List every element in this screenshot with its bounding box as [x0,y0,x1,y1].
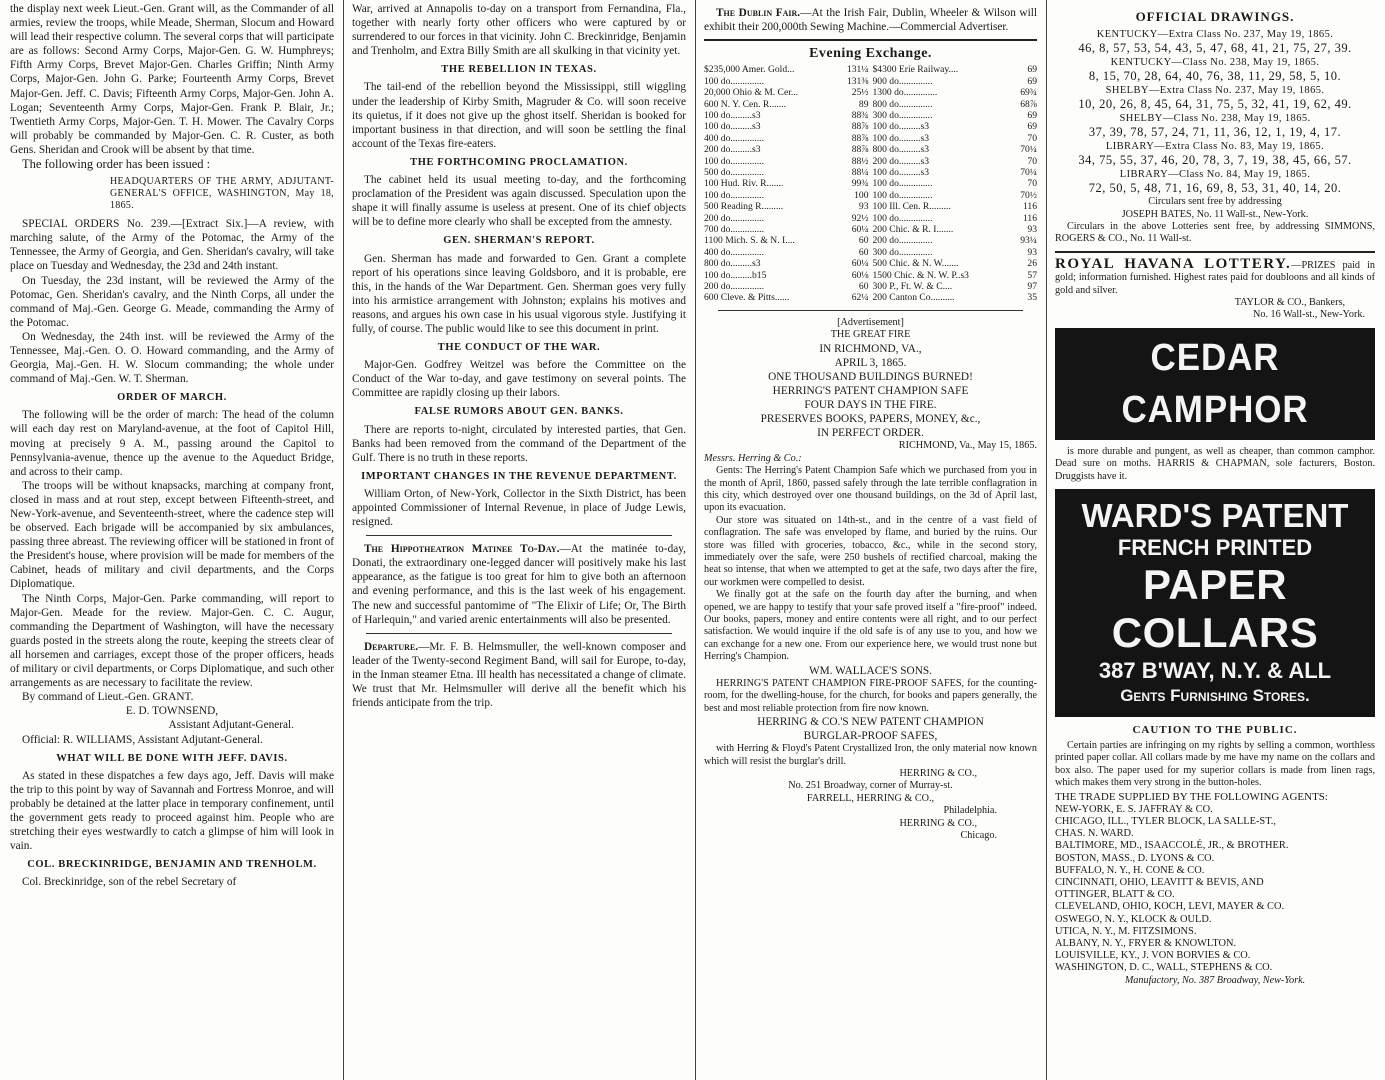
exchange-table [704,64,1037,304]
official-drawings-title: OFFICIAL DRAWINGS. [1135,9,1295,24]
wards-line-3: PAPER COLLARS [1111,560,1319,656]
texas-paragraph: The tail-end of the rebellion beyond the Mississippi, still wiggling under the leadership of Kirby Smith, Magruder & Co. will soon receive its quietus, if it does not give up the ghost itself. Sheridan is booked for important business in that direction, and will soon be settling the final account of the Texas fire-eaters. [352,81,686,150]
drawing-numbers: 34, 75, 55, 37, 46, 20, 78, 3, 7, 19, 38, 45, 66, 57. [1078,153,1352,168]
wards-line-1: WARD'S PATENT [1081,496,1349,534]
exchange-security: 500 Reading R......... [704,201,784,213]
exchange-security: 800 do.........s3 [704,258,761,270]
fire-line-8: IN PERFECT ORDER. [817,427,924,440]
dublin-fair-body: —At the Irish Fair, Dublin, Wheeler & Wilson will exhibit their 200,000th Sewing Machine.—Commercial Advertiser. [704,7,1037,34]
exchange-row [704,167,869,178]
exchange-security: 400 do.............. [704,132,764,144]
divider [366,633,672,634]
departure-head: Departure. [364,640,419,653]
exchange-row [873,110,1038,121]
exchange-row [873,201,1038,212]
burglar-line-1: HERRING & CO.'S NEW PATENT CHAMPION [757,715,984,728]
divider [718,310,1023,311]
fire-line-5: HERRING'S PATENT CHAMPION SAFE [772,384,969,397]
exchange-price: 25½ [851,87,869,99]
ninth-corps-paragraph: The Ninth Corps, Major-Gen. Parke commanding, will report to Major-Gen. Meade for the review. Major-Gen. C. C. Augur, commanding the Department of Washington, will have the necessary guards posted in the streets along the route, keeping the streets clear of all horsemen and carriages, except those of the proper officers, heads of military or civil departments, or Corps Diplomatique, and such other arrangements as are necessary to facilitate the review. [10,592,334,690]
finally-paragraph: We finally got at the safe on the fourth day after the burning, and when opened, we are happy to testify that your safe proved itself a "fire-proof" indeed. Our books, papers, money and entire contents were all right, and to our perfect satisfaction. We would inquire if the old safe is of any use to you, and how we can exchange for a new one. From our experience here, we would trust none but Herring's Champion. [704,589,1037,663]
signature-name: E. D. TOWNSEND, [125,705,219,718]
joseph-bates-line: JOSEPH BATES, No. 11 Wall-st., New-York. [1121,208,1309,220]
exchange-security: 100 do.........s3 [872,121,929,133]
column-rule-1 [343,0,344,1080]
departure-body: —Mr. F. B. Helmsmuller, the well-known composer and leader of the Twenty-second Regiment Band, will sail for Europe, to-day, in the Inman steamer Etna. Ill health has necessitated a change of climate. We trust that Mr. Helmsmuller will derive all the benefit which his friends anticipate from the trip. [352,640,686,710]
exchange-price: 93 [1027,246,1037,258]
drawings-list [1055,28,1375,196]
exchange-security: 100 do.............. [872,178,933,190]
exchange-security: 500 Chic. & N. W....... [872,258,959,270]
royal-havana-head: ROYAL HAVANA LOTTERY. [1055,255,1292,272]
proclamation-heading: THE FORTHCOMING PROCLAMATION. [410,156,628,168]
fire-line-7: PRESERVES BOOKS, PAPERS, MONEY, &c., [760,413,981,426]
jeff-davis-heading: WHAT WILL BE DONE WITH JEFF. DAVIS. [56,752,288,764]
hippotheatron-body: —At the matinée to-day, Donati, the extraordinary one-legged dancer will positively make his last appearance, as the fatigue is too great for him to give both an afternoon and evening performance, and this is the last week of his engagement. The new and successful pantomime of "The Elixir of Life; Or, The Birth of Harlequin," and varied arenic entertainments will also be presented. [352,543,686,626]
exchange-price: 93 [1027,223,1037,235]
evening-exchange-title: Evening Exchange. [809,46,932,62]
war-paragraph: War, arrived at Annapolis to-day on a transport from Fernandina, Fla., together with nearly forty other officers who were captured by or surrendered to our forces in that vicinity. John C. Breckinridge, Benjamin and Trenholm, and Extra Billy Smith are all skulking in that vicinity yet. [352,3,686,58]
exchange-price: 70 [1027,178,1037,190]
exchange-price: 100 [854,189,869,201]
agent-line: WASHINGTON, D. C., WALL, STEPHENS & CO. [1055,962,1273,974]
advertisement-label: [Advertisement] [837,316,904,328]
exchange-row [704,99,869,110]
exchange-row [873,270,1038,281]
exchange-row [704,213,869,224]
exchange-price: 116 [1022,212,1037,224]
address-1: HERRING & CO., [899,767,977,779]
drawing-heading: SHELBY—Class No. 238, May 19, 1865. [1119,113,1311,125]
hippotheatron-head: The Hippotheatron Matinee To-Day. [364,543,560,556]
exchange-security: 100 do.............. [704,155,764,167]
exchange-row [704,144,869,155]
exchange-price: 131⅜ [846,75,869,87]
exchange-price: 69 [1027,64,1037,76]
exchange-row [704,87,869,98]
exchange-price: 26 [1027,258,1037,270]
exchange-security: 100 do.........s3 [872,132,929,144]
circulars-line: Circulars sent free by addressing [1148,196,1282,208]
exchange-price: 88⅞ [851,121,869,133]
drawing-heading: KENTUCKY—Extra Class No. 237, May 19, 1865. [1096,29,1334,41]
address-4: Philadelphia. [943,805,997,817]
exchange-price: 70¼ [1020,144,1037,156]
royal-havana-body: —PRIZES paid in gold; information furnished. Highest rates paid for doubloons and all kinds of gold and silver. [1055,259,1375,296]
drawing-heading: SHELBY—Extra Class No. 237, May 19, 1865. [1105,85,1325,97]
column-rule-3 [1046,0,1047,1080]
exchange-security: 100 do.........b15 [704,269,767,281]
exchange-security: 300 P., Ft. W. & C.... [872,281,953,292]
agent-line: CLEVELAND, OHIO, KOCH, LEVI, MAYER & CO. [1055,901,1285,913]
exchange-price: 92½ [851,212,869,224]
agent-line: UTICA, N. Y., M. FITZSIMONS. [1055,925,1197,937]
exchange-row [873,224,1038,235]
exchange-row [873,76,1038,87]
exchange-price: 88¾ [851,109,869,121]
sherman-heading: GEN. SHERMAN'S REPORT. [443,235,595,247]
exchange-security: 1100 Mich. S. & N. I.... [704,235,795,247]
trade-title: THE TRADE SUPPLIED BY THE FOLLOWING AGENTS: [1055,790,1328,803]
drawing-heading: LIBRARY—Class No. 84, May 19, 1865. [1119,169,1311,181]
command-line: By command of Lieut.-Gen. GRANT. [22,691,194,704]
drawing-heading: LIBRARY—Extra Class No. 83, May 19, 1865. [1105,141,1325,153]
exchange-price: 131¼ [846,64,869,76]
exchange-security: $4300 Erie Railway.... [872,64,959,76]
exchange-security: 700 do.............. [704,223,764,235]
column-2 [346,0,692,1080]
exchange-security: 100 Hud. Riv. R....... [704,178,784,190]
exchange-security: 200 Canton Co.......... [872,292,955,304]
exchange-price: 68⅞ [1020,98,1037,110]
exchange-price: 69 [1027,121,1037,133]
divider [1055,251,1375,253]
hippotheatron-paragraph [352,542,686,627]
banks-heading: FALSE RUMORS ABOUT GEN. BANKS. [414,406,624,418]
exchange-security: $235,000 Amer. Gold... [704,64,795,76]
exchange-security: 100 do.............. [704,75,764,87]
exchange-price: 70 [1027,155,1037,167]
agent-line: ALBANY, N. Y., FRYER & KNOWLTON. [1055,938,1237,950]
exchange-price: 62¼ [851,292,869,304]
address-6: Chicago. [960,829,997,841]
march-paragraph: The following will be the order of march: The head of the column will each day rest on Maryland-avenue, at the foot of Capitol Hill, moving at precisely 9 A. M., passing around the Capitol to Pennsylvania-avenue, thence up the avenue to the Aqueduct Bridge, and across to their camp. [10,409,334,478]
exchange-security: 500 do.............. [704,166,764,178]
exchange-security: 200 do.............. [872,235,933,247]
taylor-line-1: TAYLOR & CO., Bankers, [1234,296,1345,308]
order-issued-line: The following order has been issued : [22,157,211,172]
exchange-price: 60 [858,246,869,258]
wallace-signature: WM. WALLACE'S SONS. [809,664,932,677]
exchange-row [873,99,1038,110]
wards-line-4: 387 B'WAY, N.Y. & ALL [1098,657,1332,683]
exchange-security: 800 do.............. [872,98,933,110]
exchange-row [873,213,1038,224]
exchange-price: 88⅞ [851,144,869,156]
exchange-row [704,133,869,144]
salutation: Messrs. Herring & Co.: [704,452,802,464]
wards-line-2: FRENCH PRINTED [1117,534,1313,560]
exchange-price: 88¼ [851,166,869,178]
exchange-security: 600 Cleve. & Pitts...... [704,292,790,304]
exchange-security: 1300 do.............. [872,87,938,99]
manufactory-line: Manufactory, No. 387 Broadway, New-York. [1124,974,1306,986]
exchange-price: 69 [1027,109,1037,121]
agent-line: OSWEGO, N. Y., KLOCK & OULD. [1055,913,1212,925]
exchange-right-column [873,64,1038,304]
exchange-security: 600 N. Y. Cen. R....... [704,98,787,110]
exchange-row [873,121,1038,132]
exchange-row [873,235,1038,246]
herring-paragraph: HERRING'S PATENT CHAMPION FIRE-PROOF SAFES, for the counting-room, for the dwelling-house, for the church, for books and papers generally, the best and most reliable protection from fire now known. [704,677,1037,714]
column-1 [4,0,340,1080]
special-orders-paragraph: SPECIAL ORDERS No. 239.—[Extract Six.]—A review, with marching salute, of the Army of the Potomac, the Army of the Tennessee, the Army of Georgia, and Gen. Sheridan's cavalry, will take place on Tuesday and Wednesday, the 23d and 24th instant. [10,218,334,273]
exchange-row [873,133,1038,144]
drawing-numbers: 46, 8, 57, 53, 54, 43, 5, 47, 68, 41, 21, 75, 27, 39. [1078,41,1352,56]
agent-line: BUFFALO, N. Y., H. CONE & CO. [1055,864,1205,876]
address-3: FARRELL, HERRING & CO., [806,792,935,804]
exchange-security: 20,000 Ohio & M. Cer... [704,87,799,99]
caution-title: CAUTION TO THE PUBLIC. [1132,723,1298,736]
agents-list [1055,804,1375,975]
conduct-heading: THE CONDUCT OF THE WAR. [437,342,601,354]
dublin-fair-head: The Dublin Fair. [716,7,801,19]
agent-line: OTTINGER, BLATT & CO. [1055,889,1175,901]
exchange-row [704,178,869,189]
exchange-row [704,190,869,201]
wards-collars-banner [1055,489,1375,717]
address-2: No. 251 Broadway, corner of Murray-st. [788,780,953,792]
store-paragraph: Our store was situated on 14th-st., and in the centre of a vast field of conflagration. The safe was enveloped by flame, and buried by the ruins. Our store was filled with groceries, tobacco, &c., while in the second story, immediately over the safe, were 250 bushels of rectified charcoal, making the heat so intense, that when we attempted to get at the safe, two days after the fire, our workmen were compelled to desist. [704,514,1037,588]
exchange-security: 100 do.........s3 [704,109,761,121]
proclamation-paragraph: The cabinet held its usual meeting to-day, and the forthcoming proclamation of the President was again discussed. Speculation upon the shape it will finally assume is useless at present. One of its chief objects will be to define more clearly who shall be excepted from the amnesty. [352,174,686,229]
agent-line: CHICAGO, ILL., TYLER BLOCK, LA SALLE-ST., [1055,815,1276,827]
exchange-row [873,64,1038,75]
exchange-row [704,121,869,132]
exchange-security: 200 do.............. [704,281,764,292]
exchange-row [704,292,869,303]
exchange-row [873,247,1038,258]
exchange-price: 60 [858,281,869,292]
agent-line: BOSTON, MASS., D. LYONS & CO. [1055,852,1215,864]
breckinridge-heading: COL. BRECKINRIDGE, BENJAMIN AND TRENHOLM. [27,859,317,871]
exchange-price: 93¼ [1020,235,1037,247]
exchange-row [704,110,869,121]
drawing-numbers: 72, 50, 5, 48, 71, 16, 69, 8, 53, 31, 40, 14, 20. [1088,181,1342,196]
exchange-security: 900 do.............. [872,75,933,87]
official-line: Official: R. WILLIAMS, Assistant Adjutant-General. [22,733,263,746]
exchange-row [704,235,869,246]
circulars-lotteries: Circulars in the above Lotteries sent free, by addressing SIMMONS, ROGERS & CO., No. 11 Wall-st. [1055,220,1375,245]
exchange-security: 100 do.............. [872,189,933,201]
fire-line-4: ONE THOUSAND BUILDINGS BURNED! [768,370,973,383]
sherman-paragraph: Gen. Sherman has made and forwarded to Gen. Grant a complete report of his operations since leaving Goldsboro, and it is probable, ere this, in the hands of the War Department. Gen. Sherman goes very fully into his armistice arrangement with Johnston; explains his motives and reasons, and argues his own case in his usual vigorous style. Justifying it fully, of course. The public would like to see this document in print. [352,252,686,335]
agent-line: CHAS. N. WARD. [1055,828,1134,840]
exchange-security: 100 do.............. [704,189,764,201]
exchange-row [704,76,869,87]
exchange-security: 200 do.............. [704,212,764,224]
order-of-march-heading: ORDER OF MARCH. [117,392,227,404]
drawing-numbers: 37, 39, 78, 57, 24, 71, 11, 36, 12, 1, 19, 4, 17. [1088,125,1342,140]
exchange-security: 100 Ill. Cen. R......... [872,201,951,213]
exchange-row [873,167,1038,178]
exchange-price: 116 [1022,201,1037,213]
exchange-row [704,224,869,235]
cedar-camphor-text: is more durable and pungent, as well as cheaper, than common camphor. Dead sure on moths. HARRIS & CHAPMAN, sole facturers, Boston. Druggists have it. [1055,445,1375,482]
revenue-paragraph: William Orton, of New-York, Collector in the Sixth District, has been appointed Commissioner of Internal Revenue, in place of Judge Lewis, resigned. [352,487,686,529]
exchange-row [873,190,1038,201]
fire-title: THE GREAT FIRE [830,329,911,341]
exchange-price: 70¼ [1020,166,1037,178]
exchange-row [873,178,1038,189]
exchange-price: 70½ [1020,189,1037,201]
exchange-security: 1500 Chic. & N. W. P..s3 [872,269,969,281]
exchange-security: 300 do.............. [872,109,933,121]
drawing-numbers: 10, 20, 26, 8, 45, 64, 31, 75, 5, 32, 41, 19, 62, 49. [1078,97,1352,112]
gents-paragraph: Gents: The Herring's Patent Champion Safe which we purchased from you in the month of April, 1860, passed safely through the late terrible conflagration in this city, which destroyed over one thousand buildings, on the 3d of April last, upon its evacuation. [704,465,1037,514]
exchange-security: 200 do.........s3 [872,155,929,167]
exchange-row [873,144,1038,155]
cedar-camphor-title: CEDAR CAMPHOR [1121,336,1309,431]
exchange-row [704,247,869,258]
exchange-row [704,281,869,292]
exchange-row [873,292,1038,303]
drawing-heading: KENTUCKY—Class No. 238, May 19, 1865. [1110,57,1320,69]
departure-paragraph [352,640,686,710]
wednesday-paragraph: On Wednesday, the 24th inst. will be reviewed the Army of the Tennessee, Maj.-Gen. O. O. Howard commanding, and the Army of Georgia, Maj.-Gen. H. W. Slocum commanding; the whole under command of Maj.-Gen. W. T. Sherman. [10,330,334,386]
exchange-security: 400 do.............. [704,246,764,258]
burglar-line-2: BURGLAR-PROOF SAFES, [803,730,938,742]
tuesday-paragraph: On Tuesday, the 23d instant, will be reviewed the Army of the Potomac, Gen. Sheridan's cavalry, and the Ninth Corps, all under the command of Maj.-Gen. George G. Meade, commanding the Army of the Potomac. [10,274,334,329]
exchange-price: 57 [1027,269,1037,281]
conduct-paragraph: Major-Gen. Godfrey Weitzel was before the Committee on the Conduct of the War to-day, and gave testimony on several points. The Committee are rapidly closing up their labors. [352,359,686,400]
fire-line-3: APRIL 3, 1865. [834,356,907,369]
divider [704,39,1037,41]
exchange-security: 100 do.........s3 [872,166,929,178]
agent-line: NEW-YORK, E. S. JAFFRAY & CO. [1055,803,1213,815]
taylor-line-2: No. 16 Wall-st., New-York. [1253,309,1365,321]
jeff-davis-paragraph: As stated in these dispatches a few days ago, Jeff. Davis will make the trip to this point by way of Savannah and Fortress Monroe, and will probably be detained at the latter place in temporary confinement, until the government gets ready to proceed against him. People who are stretching their eyes westwardly to catch a glimpse of him will look in vain. [10,769,334,853]
divider [366,535,672,536]
exchange-price: 99¾ [851,178,869,190]
revenue-heading: IMPORTANT CHANGES IN THE REVENUE DEPARTMENT. [361,470,677,482]
burglar-paragraph: with Herring & Floyd's Patent Crystallized Iron, the only material now known which will resist the burglar's drill. [704,743,1037,767]
exchange-row [704,201,869,212]
exchange-security: 200 Chic. & R. I....... [872,223,954,235]
exchange-price: 60¼ [851,258,869,270]
column-3 [698,0,1043,1080]
exchange-row [704,156,869,167]
fire-line-6: FOUR DAYS IN THE FIRE. [804,399,937,411]
exchange-security: 800 do.........s3 [872,144,929,156]
exchange-price: 60⅛ [851,269,869,281]
texas-heading: THE REBELLION IN TEXAS. [441,64,597,76]
exchange-price: 88⅞ [851,132,869,144]
exchange-price: 69¾ [1020,87,1037,99]
agent-line: BALTIMORE, MD., ISAACCOLÉ, JR., & BROTHER. [1055,840,1289,852]
fire-line-2: IN RICHMOND, VA., [819,342,922,355]
cedar-camphor-banner [1055,328,1375,440]
address-5: HERRING & CO., [899,817,977,829]
exchange-price: 60¼ [851,223,869,235]
exchange-row [704,270,869,281]
exchange-row [704,258,869,269]
exchange-price: 93 [858,201,869,213]
exchange-security: 200 do.........s3 [704,144,761,156]
agent-line: CINCINNATI, OHIO, LEAVITT & BEVIS, AND [1055,877,1264,888]
exchange-price: 88½ [851,155,869,167]
agent-line: LOUISVILLE, KY., J. VON BORVIES & CO. [1055,950,1251,962]
exchange-security: 100 do.........s3 [704,121,761,133]
exchange-row [873,156,1038,167]
exchange-price: 70 [1027,132,1037,144]
column-4 [1049,0,1381,1080]
exchange-security: 300 do.............. [872,246,933,258]
wards-line-5: Gents Furnishing Stores. [1120,685,1310,705]
exchange-price: 60 [858,235,869,247]
signature-title: Assistant Adjutant-General. [168,719,294,732]
caution-text: Certain parties are infringing on my rights by selling a common, worthless printed paper collar. All collars made by me have my name on the collars and box also. The paper used for my superior collars is made from linen rags, which makes them very strong in the button-holes. [1055,740,1375,789]
royal-havana-ad [1055,255,1375,297]
breckinridge-paragraph: Col. Breckinridge, son of the rebel Secretary of [22,876,237,889]
headquarters-block: HEADQUARTERS OF THE ARMY, ADJUTANT-GENERAL'S OFFICE, WASHINGTON, May 18, 1865. [110,176,334,212]
exchange-price: 97 [1027,281,1037,292]
exchange-left-column [704,64,869,304]
exchange-price: 35 [1027,292,1037,304]
exchange-row [704,64,869,75]
dublin-fair-paragraph [704,6,1037,34]
drawing-numbers: 8, 15, 70, 28, 64, 40, 76, 38, 11, 29, 58, 5, 10. [1088,69,1342,84]
banks-paragraph: There are reports to-night, circulated by interested parties, that Gen. Banks had been removed from the command of the Department of the Gulf. There is no truth in these reports. [352,423,686,464]
troops-paragraph: The troops will be without knapsacks, marching at company front, closed in mass and at rout step, except between Fifteenth-street, and New-York-avenue, and Seventeenth-street, where the cadence step will be observed. Each brigade will be accompanied by six ambulances, passing three abreast. The reviewing officer will be stationed in front of the President's house, where provision will be made for members of the Cabinet, heads of military and civil departments, and the Corps Diplomatique. [10,479,334,591]
exchange-row [873,258,1038,269]
column-rule-2 [695,0,696,1080]
fire-date: RICHMOND, Va., May 15, 1865. [898,440,1037,452]
exchange-row [873,281,1038,292]
intro-paragraph: the display next week Lieut.-Gen. Grant will, as the Commander of all armies, review the troops, while Meade, Sherman, Slocum and Howard will lead their respective column. The several corps that will participate are as follows: Second Army Corps, Major-Gen. G. W. Humphreys; Fifth Army Corps, Brevet Major-Gen. Charles Griffin; Ninth Army Corps, Major-Gen. John G. Parke; Fourteenth Army Corps, Brevet Major-Gen. Jeff. C. Davis; Fifteenth Army Corps, Major-Gen. John A. Logan; Seventeenth Army Corps, Major-Gen. Frank P. Blair, Jr.; Twentieth Army Corps, Major-Gen. T. H. Mower. The Cavalry Corps will probably be commanded by Major-Gen. C. R. Custer, as both Gens. Sheridan and Crook will be absent by that time. [10,3,334,156]
exchange-security: 100 do.............. [872,212,933,224]
exchange-price: 89 [858,98,869,110]
exchange-row [873,87,1038,98]
exchange-price: 69 [1027,75,1037,87]
